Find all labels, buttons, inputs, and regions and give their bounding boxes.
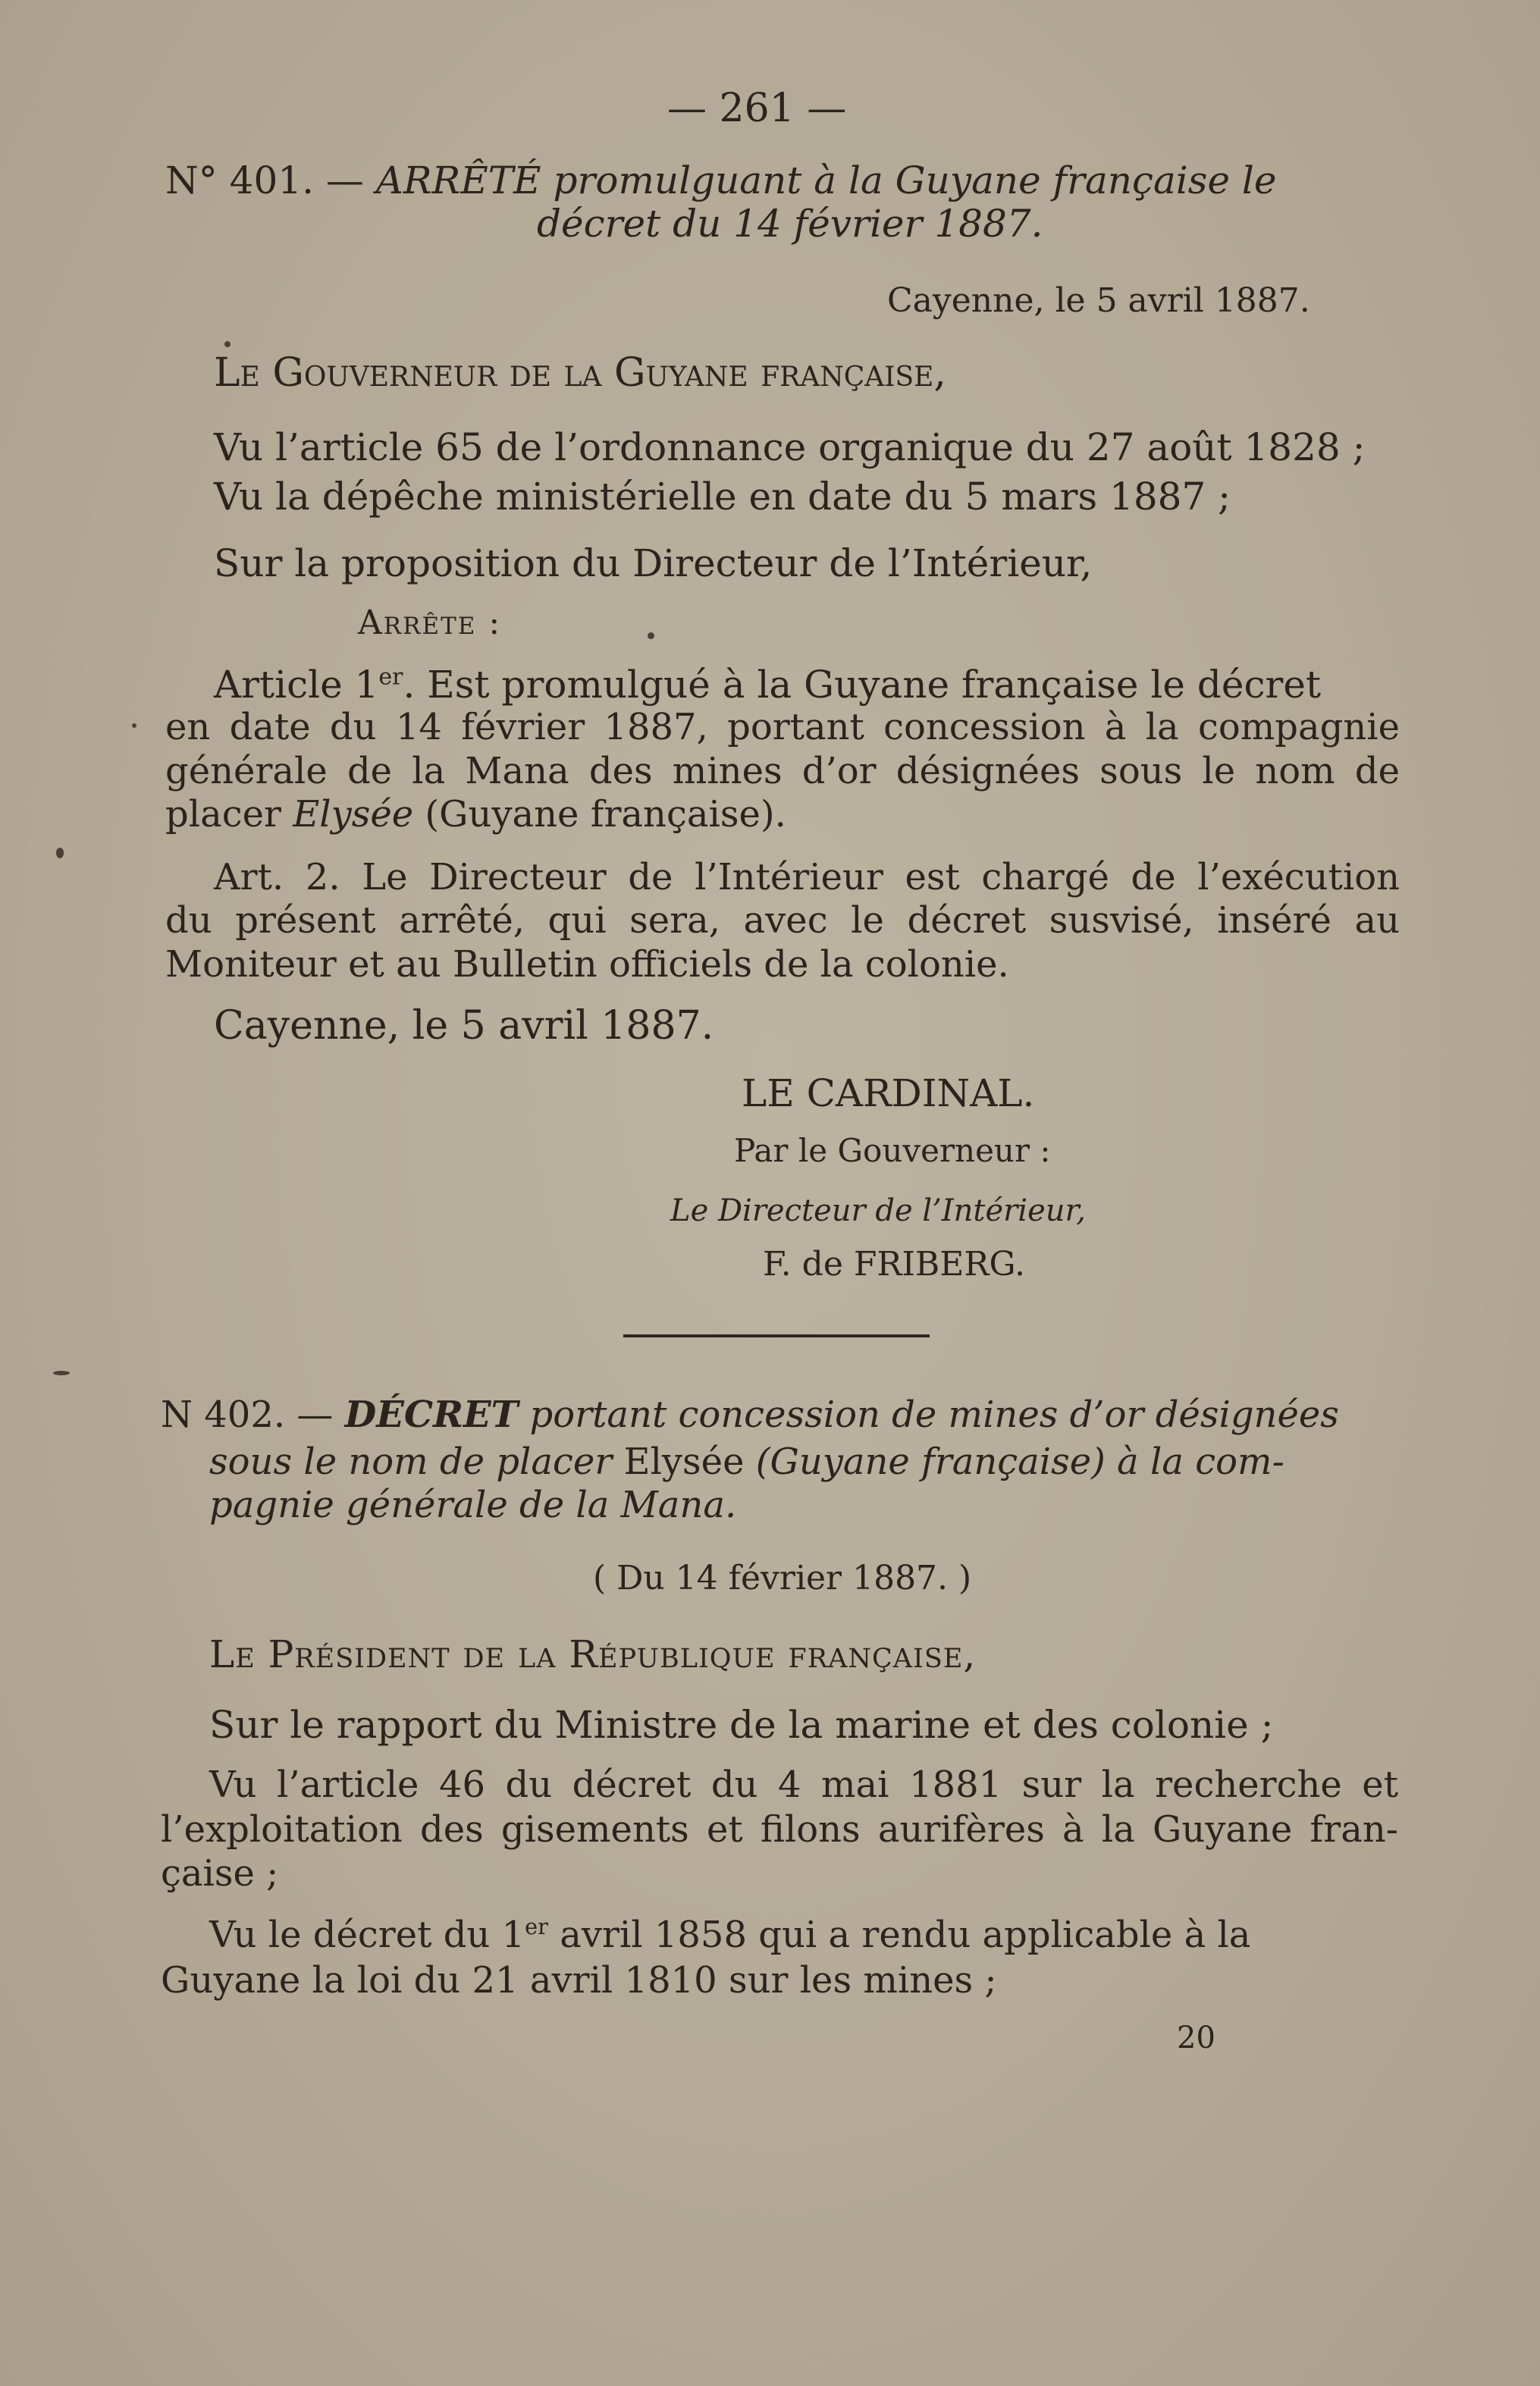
art1-label: Article 1 <box>214 663 379 707</box>
decret-402-vu-2-line-2: Guyane la loi du 21 avril 1810 sur les mines ; <box>161 1959 997 2002</box>
decret-402-vu-1-line-3: çaise ; <box>161 1852 279 1895</box>
decret-402-elysee: Elysée <box>623 1441 745 1483</box>
page-number-header: — 261 — <box>667 86 847 131</box>
decret-402-number: N 402. <box>161 1394 286 1436</box>
paper-speck <box>132 723 136 728</box>
decret-402-vu-1-line-1: Vu l’article 46 du décret du 4 mai 1881 sur la recherche et <box>209 1764 1398 1806</box>
arrete-401-proposal: Sur la proposition du Directeur de l’Intérieur, <box>214 541 1093 585</box>
decret-402-date: ( Du 14 février 1887. ) <box>593 1559 972 1597</box>
arrete-401-label: Arrête : <box>358 604 502 642</box>
arrete-401-by-governor: Par le Gouverneur : <box>734 1132 1051 1169</box>
arrete-401-art2-line-2: du présent arrêté, qui sera, avec le décret susvisé, inséré au <box>165 899 1400 942</box>
decret-402-vu-1-line-2: l’exploitation des gisements et filons aurifères à la Guyane fran- <box>161 1808 1398 1851</box>
paper-speck <box>648 632 654 639</box>
arrete-401-governor-intro: Le Gouverneur de la Guyane française, <box>214 350 946 396</box>
arrete-401-title-line-1 <box>165 158 1277 202</box>
arrete-401-signatory: LE CARDINAL. <box>742 1071 1035 1115</box>
art1-elysee: Elysée <box>293 793 414 836</box>
arrete-401-art1-line-3: générale de la Mana des mines d’or désignées sous le nom de <box>165 750 1400 792</box>
arrete-401-kind: ARRÊTÉ <box>375 158 541 202</box>
decret-402-vu-2-line-1 <box>209 1914 1251 1956</box>
arrete-401-art1-line-2: en date du 14 février 1887, portant concession à la compagnie <box>165 706 1400 748</box>
arrete-401-number: N° 401. <box>165 158 314 202</box>
decret-402-kind: DÉCRET <box>344 1394 519 1436</box>
paper-speck <box>224 341 231 347</box>
arrete-401-art1-line-1 <box>214 663 1322 707</box>
decret-402-dash: — <box>296 1394 334 1436</box>
paper-speck <box>53 1371 70 1375</box>
arrete-401-dash: — <box>325 158 364 202</box>
decret-402-president-intro: Le Président de la République française, <box>209 1632 977 1676</box>
arrete-401-place-date: Cayenne, le 5 avril 1887. <box>887 281 1310 320</box>
arrete-401-director-name: F. de FRIBERG. <box>763 1245 1026 1284</box>
paper-speck <box>56 848 64 858</box>
decret-402-vu-2-a: Vu le décret du 1 <box>209 1914 525 1956</box>
arrete-401-vu-1: Vu l’article 65 de l’ordonnance organique du 27 août 1828 ; <box>214 425 1366 469</box>
decret-402-title-line-1 <box>161 1394 1339 1436</box>
arrete-401-title-rest: promulguant à la Guyane française le <box>553 158 1277 202</box>
decret-402-rapport: Sur le rapport du Ministre de la marine et des colonie ; <box>209 1703 1274 1747</box>
decret-402-title-line-3: pagnie générale de la Mana. <box>209 1484 737 1526</box>
art1-guyane: (Guyane française). <box>425 793 786 836</box>
arrete-401-vu-2: Vu la dépêche ministérielle en date du 5 mars 1887 ; <box>214 475 1231 519</box>
decret-402-guyane: (Guyane française) à la com- <box>755 1441 1284 1483</box>
decret-402-vu-2-b: avril 1858 qui a rendu applicable à la <box>547 1914 1251 1956</box>
arrete-401-art2-line-3: Moniteur et au Bulletin officiels de la colonie. <box>165 943 1009 986</box>
decret-402-title-line-2 <box>209 1441 1284 1483</box>
arrete-401-director-title: Le Directeur de l’Intérieur, <box>670 1193 1086 1228</box>
decret-402-sous: sous le nom de placer <box>209 1441 613 1483</box>
section-divider <box>623 1334 930 1337</box>
arrete-401-closing-date: Cayenne, le 5 avril 1887. <box>214 1003 714 1049</box>
art1-placer: placer <box>165 793 281 836</box>
arrete-401-art1-line-4 <box>165 793 786 836</box>
art1-text: . Est promulgué à la Guyane française le décret <box>403 663 1322 707</box>
arrete-401-title-line-2: décret du 14 février 1887. <box>537 202 1043 246</box>
art1-superscript: er <box>378 663 403 691</box>
decret-402-vu-2-sup: er <box>525 1914 548 1939</box>
arrete-401-art2-line-1: Art. 2. Le Directeur de l’Intérieur est chargé de l’exécution <box>214 856 1400 898</box>
page-footer-number: 20 <box>1177 2021 1215 2055</box>
decret-402-title-rest: portant concession de mines d’or désignées <box>529 1394 1339 1436</box>
